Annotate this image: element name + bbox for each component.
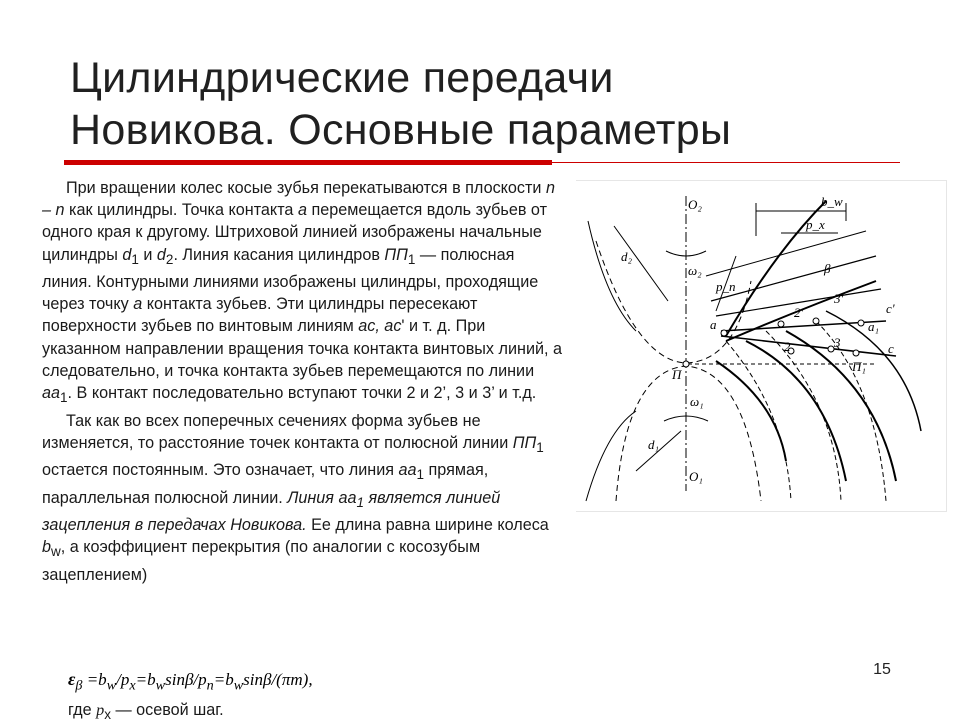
label-a1: a₁ — [868, 319, 880, 334]
label-beta: β — [824, 261, 831, 276]
overlap-formula: $\varepsilon_\beta =b_w/p_x=b_w\sin\beta/p_n=b_w\sin\beta/(\pi m)$, — [68, 669, 313, 694]
paragraph-2: Так как во всех поперечных сечениях форма зубьев не изменяется, то расстояние точек контакта от полюсной линии $ПП_1$ остается постоянным. Это означает, что линия $aa_1$ прямая, параллельная полюсной линии. Линия $aa_1$ является линией зацепления в передачах Новикова. Ее длина равна ширине колеса $b_w$, а коэффициент перекрытия (по аналогии с косозубым зацеплением) — [42, 411, 549, 584]
label-2: 2 — [784, 339, 791, 354]
label-p1: П₁ — [852, 359, 866, 374]
title-thin-rule — [552, 162, 900, 163]
label-3-prime: 3' — [834, 291, 844, 306]
label-c: c — [888, 341, 894, 356]
pitch-circle-upper — [596, 241, 751, 363]
tooth-profile-lower — [586, 411, 636, 501]
label-d1: d₁ — [648, 437, 660, 452]
label-omega1: ω₁ — [690, 394, 704, 409]
label-a: a — [710, 317, 717, 332]
formula-note: где $p_x$ — осевой шаг. — [68, 701, 224, 723]
slide-title-line1: Цилиндрические передачи — [70, 54, 614, 102]
label-p: П — [672, 367, 682, 382]
label-3: 3 — [834, 335, 841, 350]
label-bw: b_w — [821, 194, 843, 209]
label-2-prime: 2' — [794, 305, 804, 320]
label-px: p_x — [806, 217, 825, 232]
label-pn: p_n — [716, 279, 736, 294]
contact-point-a — [721, 330, 727, 336]
slide-title — [70, 52, 930, 156]
label-o1: O₁ — [689, 469, 703, 484]
tooth-profile-upper — [588, 221, 636, 331]
label-c-prime: c' — [886, 301, 895, 316]
gear-diagram — [576, 180, 947, 512]
body-text — [42, 177, 567, 586]
slide-title-line2: Новикова. Основные параметры — [70, 106, 732, 154]
title-accent-rule — [64, 160, 552, 165]
pole-point — [683, 361, 689, 367]
label-omega2: ω₂ — [688, 263, 702, 278]
page-number: 15 — [873, 661, 891, 678]
label-o2: O₂ — [688, 197, 702, 212]
paragraph-1: При вращении колес косые зубья перекатываются в плоскости n – n как цилиндры. Точка контакта a перемещается вдоль зубьев от одного края к другому. Штриховой линией изображены начальные цилиндры $d_1$ и $d_2$. Линия касания цилиндров $ПП_1$ — полюсная линия. Контурными линиями изображены цилиндры, проходящие через точку a контакта зубьев. Эти цилиндры пересекают поверхности зубьев по винтовым линиям ac, ac' и т. д. При указанном направлении вращения точка контакта винтовых линий, а следовательно, и точка контакта зубьев перемещаются по линии $aa_1$. В контакт последовательно вступают точки 2 и 2’, 3 и 3’ и т.д. — [42, 179, 563, 406]
label-d2: d₂ — [621, 249, 633, 264]
